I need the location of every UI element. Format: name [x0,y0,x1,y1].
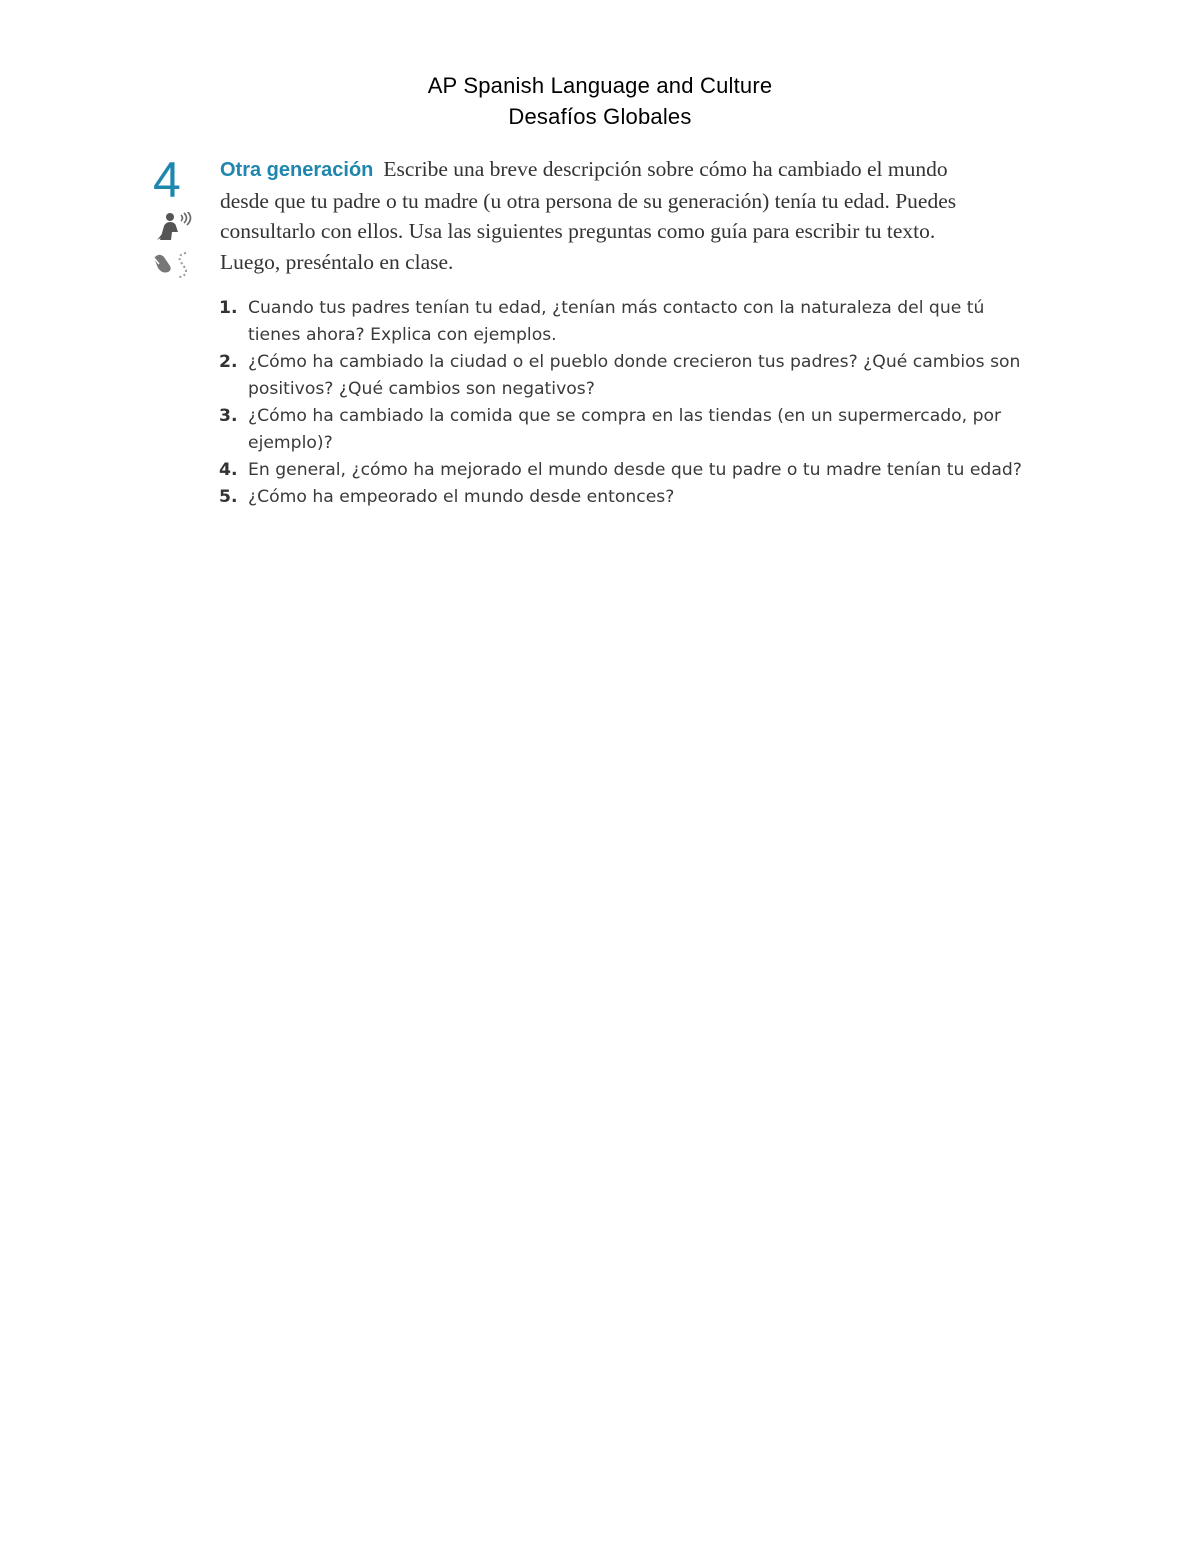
question-item [216,484,1036,511]
page-title: AP Spanish Language and Culture [427,73,773,98]
question-item [216,457,1036,484]
question-number: 3. [219,406,238,426]
question-item [216,295,1036,349]
speaking-icon [154,212,194,242]
page-header [0,70,1200,132]
writing-icon [150,250,196,280]
activity-number: 4 [153,152,181,208]
question-number: 1. [219,298,238,318]
question-text: Cuando tus padres tenían tu edad, ¿tenían más contacto con la naturaleza del que tú tienes ahora? Explica con ejemplos. [248,298,985,345]
question-item [216,403,1036,457]
activity-prompt [220,154,1000,277]
question-list [216,295,1036,511]
question-text: ¿Cómo ha cambiado la comida que se compra en las tiendas (en un supermercado, por ejemplo)? [248,406,1002,453]
question-text: ¿Cómo ha empeorado el mundo desde entonces? [248,487,675,507]
page-subtitle: Desafíos Globales [508,104,692,129]
question-text: ¿Cómo ha cambiado la ciudad o el pueblo donde crecieron tus padres? ¿Qué cambios son positivos? ¿Qué cambios son negativos? [248,352,1021,399]
question-item [216,349,1036,403]
question-text: En general, ¿cómo ha mejorado el mundo desde que tu padre o tu madre tenían tu edad? [248,460,1022,480]
activity-instructions: Escribe una breve descripción sobre cómo ha cambiado el mundo desde que tu padre o tu madre (u otra persona de su generación) tenía tu edad. Puedes consultarlo con ellos. Usa las siguientes preguntas como guía para escribir tu texto. Luego, preséntalo en clase. [220,157,957,274]
question-number: 2. [219,352,238,372]
activity-title: Otra generación [220,159,374,181]
question-number: 5. [219,487,238,507]
question-number: 4. [219,460,238,480]
